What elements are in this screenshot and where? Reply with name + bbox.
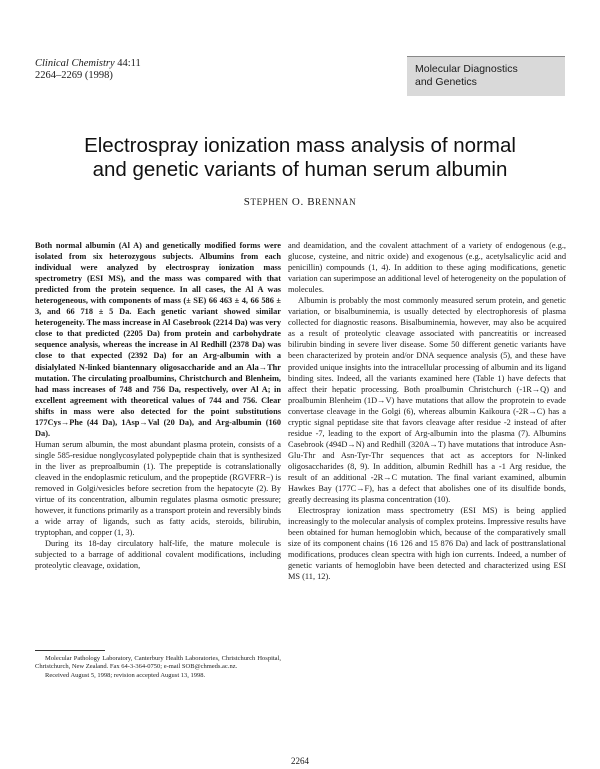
body-paragraph: Electrospray ionization mass spectrometry (ESI MS) is being applied increasingly to the molecular analysis of complex proteins. Impressive results have been obtained for human hemoglobin which, because of the comparatively small size of its component chains (16 126 and 15 876 Da) and lack of posttranslational modifications, produces clean spectra with high ion currents. Indeed, a number of genetic variants of hemoglobin have been detected and characterized using ESI MS (11, 12).: [288, 506, 566, 582]
journal-volume: 44:11: [114, 58, 141, 69]
page-number: 2264: [291, 756, 309, 766]
section-label-box: [407, 56, 565, 96]
author-last-rest: RENNAN: [315, 197, 357, 207]
footnote-received: Received August 5, 1998; revision accepted August 13, 1998.: [45, 671, 206, 679]
author-initial-first: S: [243, 196, 251, 208]
body-paragraph: Human serum albumin, the most abundant plasma protein, consists of a single 585-residue nonglycosylated polypeptide chain that is synthesized in the liver as preproalbumin (1). The prepeptide is cotranslationally cleaved in the endoplasmic reticulum, and the propeptide (RGVFRR−) is removed in Golgi/vesicles before secretion from the hepatocyte (2). By virtue of its concentration, albumin regulates plasma osmotic pressure; however, it functions primarily as a transport protein and reversibly binds a wide array of ligands, such as fatty acids, steroids, bilirubin, tryptophan, and copper (1, 3).: [35, 439, 281, 538]
body-paragraph: and deamidation, and the covalent attachment of a variety of endogenous (e.g., glucose, cysteine, and nitric oxide) and exogenous (e.g., acetylsalicylic acid and penicillin) compounds (1, 4). In addition to these aging modifications, genetic variation can superimpose an additional level of heterogeneity on the population of molecules.: [288, 241, 566, 295]
article-title-line1: Electrospray ionization mass analysis of normal: [84, 134, 516, 157]
body-paragraph: Albumin is probably the most commonly measured serum protein, and genetic variation, or bisalbuminemia, is usually detected by electrophoresis of plasma collected for diagnostic reasons. Bisalbuminemia, however, may also be acquired as a result of proteolytic cleavage associated with pancreatitis or increased bilirubin binding in severe liver disease. Some 50 different genetic variants have been characterized by protein and/or DNA sequence analysis (5), and these have provided unique insights into the intracellular processing of albumin and its ligand binding sites. Indeed, all the variants examined here (Table 1) have defects that affect their hepatic processing. Both proalbumin Christchurch (-1R→Q) and proalbumin Blenheim (1D→V) have mutations that allow the proprotein to evade convertase cleavage in the Golgi (6), whereas albumin Kaikoura (-2R→C) has a cryptic signal peptidase site that favors cleavage after residue -2 instead of after residue -7, leading to the export of Arg-albumin into the plasma (7). Albumins Casebrook (494D→N) and Redhill (320A→T) have mutations that introduce Asn-Glu-Thr and Asn-Tyr-Thr sequences that act as acceptors for N-linked oligosaccharides (8, 9). In addition, albumin Redhill has a -1 Arg residue, the result of an additional -2R→C mutation. The final variant examined, albumin Hawkes Bay (177C→F), has a defect that abolishes one of its disulfide bonds, greatly decreasing its plasma concentration (10).: [288, 296, 566, 505]
author-initial-last: B: [307, 196, 316, 208]
journal-pages-year: 2264–2269 (1998): [35, 70, 113, 81]
abstract: Both normal albumin (Al A) and genetically modified forms were isolated from six heterozygous subjects. Albumins from each individual were analyzed by electrospray ionization mass spectrometry (ESI MS), and the mass was compared with that predicted from the protein sequence. In all cases, the Al A was heterogeneous, with components of mass (± SE) 66 463 ± 4, 66 586 ± 3, and 66 718 ± 5 Da. Each genetic variant showed similar heterogeneity. The mass increase in Al Casebrook (2214 Da) was very close to that predicted (2205 Da) from protein and carbohydrate sequence analysis, whereas the increase in Al Redhill (2378 Da) was close to that expected (2392 Da) for an Arg-albumin with a disialylated N-linked biantennary oligosaccharide and an Ala→Thr mutation. The circulating proalbumins, Christchurch and Blenheim, had mass increases of 748 and 756 Da, respectively, over Al A; in excellent agreement with theoretical values of 744 and 756. Clear shifts in mass were also detected for the point substitutions 177Cys→Phe (44 Da), 1Asp→Val (20 Da), and Arg-albumin (160 Da).: [35, 241, 281, 438]
footnote-affiliation: Molecular Pathology Laboratory, Canterbury Health Laboratories, Christchurch Hospital, Christchurch, New Zealand. Fax 64-3-364-0750; e-mail SOB@chmeds.ac.nz.: [35, 655, 281, 671]
right-column: [288, 240, 566, 582]
author-middle: O.: [288, 196, 308, 208]
body-paragraph: During its 18-day circulatory half-life, the mature molecule is subjected to a barrage of additional covalent modifications, including proteolytic cleavage, oxidation,: [35, 539, 281, 571]
footnote-divider: [35, 650, 105, 651]
article-title: [30, 134, 570, 182]
journal-citation: [35, 58, 141, 82]
section-label-line1: Molecular Diagnostics: [415, 63, 518, 75]
footnote: [35, 655, 281, 680]
article-title-line2: and genetic variants of human serum albumin: [92, 158, 508, 181]
author-first-rest: TEPHEN: [250, 197, 289, 207]
journal-name: Clinical Chemistry: [35, 58, 115, 69]
left-column: [35, 240, 281, 571]
author-name: [30, 196, 570, 208]
section-label-line2: and Genetics: [415, 76, 477, 88]
